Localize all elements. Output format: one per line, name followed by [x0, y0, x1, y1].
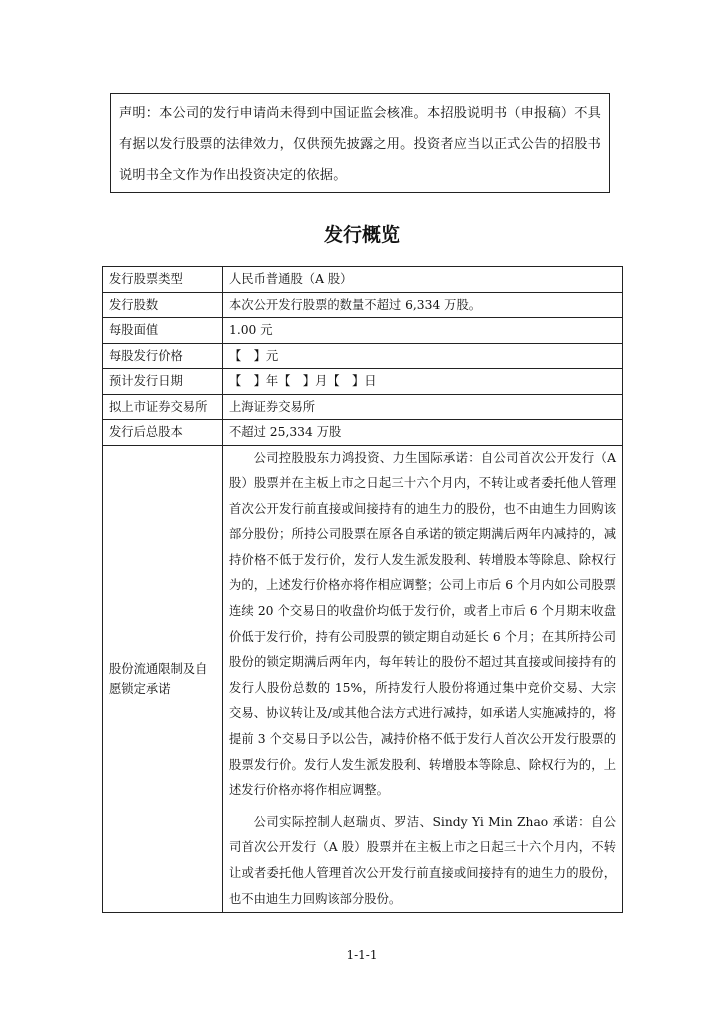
row-label: 每股面值 [103, 318, 223, 344]
table-row [103, 292, 623, 318]
disclaimer-box: 声明：本公司的发行申请尚未得到中国证监会核准。本招股说明书（申报稿）不具有据以发行股票的法律效力，仅供预先披露之用。投资者应当以正式公告的招股书说明书全文作为作出投资决定的依据。 [110, 93, 610, 193]
page-title: 发行概览 [323, 224, 400, 246]
row-label: 拟上市证券交易所 [103, 394, 223, 420]
row-value: 1.00 元 [223, 318, 623, 344]
row-value: 本次公开发行股票的数量不超过 6,334 万股。 [223, 292, 623, 318]
lockup-paragraph-controlling-shareholders: 公司控股股东力鸿投资、力生国际承诺：自公司首次公开发行（A 股）股票并在主板上市之日起三十六个月内，不转让或者委托他人管理首次公开发行前直接或间接持有的迪生力的股份，也不由迪生力回购该部分股份；所持公司股票在原各自承诺的锁定期满后两年内减持的，减持价格不低于发行价，发行人发生派发股利、转增股本等除息、除权行为的，上述发行价格亦将作相应调整；公司上市后 6 个月内如公司股票连续 20 个交易日的收盘价均低于发行价，或者上市后 6 个月期末收盘价低于发行价，持有公司股票的锁定期自动延长 6 个月；在其所持公司股份的锁定期满后两年内，每年转让的股份不超过其直接或间接持有的发行人股份总数的 15%，所持发行人股份将通过集中竞价交易、大宗交易、协议转让及/或其他合法方式进行减持，如承诺人实施减持的，将提前 3 个交易日予以公告，减持价格不低于发行人首次公开发行股票的股票发行价。发行人发生派发股利、转增股本等除息、除权行为的，上述发行价格亦将作相应调整。 [229, 450, 616, 798]
lockup-paragraph-actual-controllers: 公司实际控制人赵瑞贞、罗洁、Sindy Yi Min Zhao 承诺：自公司首次公开发行（A 股）股票并在主板上市之日起三十六个月内，不转让或者委托他人管理首次公开发行前直接或间接持有的迪生力的股份，也不由迪生力回购该部分股份。 [229, 814, 616, 906]
table-row [103, 267, 623, 293]
table-row [103, 369, 623, 395]
lockup-label: 股份流通限制及自愿锁定承诺 [103, 445, 223, 913]
table-row [103, 420, 623, 446]
lockup-commitments [223, 445, 623, 913]
row-label: 预计发行日期 [103, 369, 223, 395]
row-label: 发行股票类型 [103, 267, 223, 293]
row-value: 上海证券交易所 [223, 394, 623, 420]
row-value: 不超过 25,334 万股 [223, 420, 623, 446]
page-number: 1-1-1 [346, 948, 378, 962]
offering-overview-table [102, 266, 623, 913]
table-row [103, 445, 623, 913]
table-row [103, 318, 623, 344]
table-row [103, 343, 623, 369]
row-value: 【 】元 [223, 343, 623, 369]
row-value: 人民币普通股（A 股） [223, 267, 623, 293]
row-label: 每股发行价格 [103, 343, 223, 369]
row-value: 【 】年【 】月【 】日 [223, 369, 623, 395]
row-label: 发行后总股本 [103, 420, 223, 446]
table-row [103, 394, 623, 420]
row-label: 发行股数 [103, 292, 223, 318]
